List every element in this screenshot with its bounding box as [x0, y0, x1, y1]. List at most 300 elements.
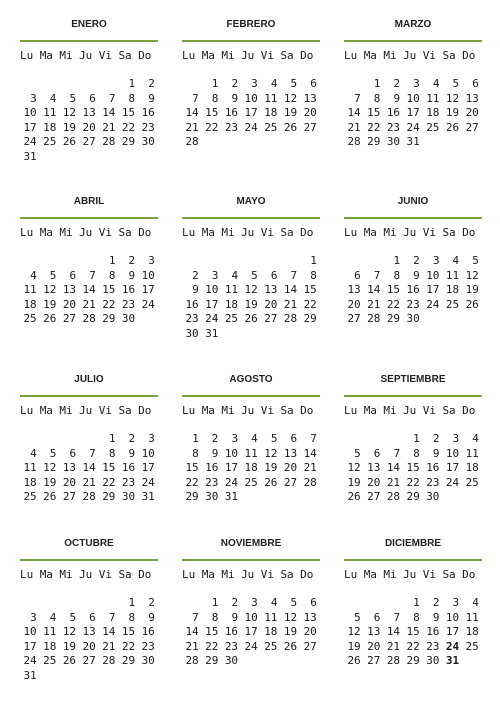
empty-day-cell — [364, 254, 384, 269]
day-cell: 16 — [386, 106, 401, 120]
day-cell: 15 — [303, 283, 317, 297]
month-block — [344, 195, 482, 327]
month-title: DICIEMBRE — [384, 538, 442, 549]
month-title: AGOSTO — [229, 374, 273, 385]
day-cell: 9 — [413, 268, 420, 282]
day-cell: 13 — [303, 91, 317, 105]
day-cell: 1 — [310, 254, 317, 267]
day-cell: 25 — [465, 639, 479, 653]
weekday-label: Ma — [363, 404, 377, 417]
month-title: ABRIL — [73, 196, 105, 207]
day-grid — [182, 432, 320, 505]
day-cell: 31 — [445, 654, 460, 668]
day-cell: 10 — [426, 268, 440, 282]
day-cell: 28 — [386, 490, 401, 504]
weekday-label: Ju — [403, 226, 417, 239]
day-cell: 24 — [141, 297, 155, 311]
weekday-header — [20, 403, 158, 419]
day-cell: 8 — [108, 268, 116, 282]
day-cell: 19 — [62, 639, 77, 653]
day-cell: 5 — [290, 77, 298, 90]
day-cell: 27 — [367, 490, 381, 504]
empty-day-cell — [79, 77, 99, 92]
day-cell: 5 — [452, 77, 460, 90]
day-cell: 16 — [224, 106, 239, 120]
day-cell: 3 — [148, 432, 155, 445]
day-cell: 14 — [367, 283, 381, 297]
day-cell: 23 — [386, 120, 401, 134]
weekday-label: Sa — [442, 226, 456, 239]
day-cell: 25 — [23, 490, 37, 504]
day-cell: 26 — [62, 135, 77, 149]
weekday-label: Vi — [98, 404, 112, 417]
day-cell: 24 — [445, 639, 460, 653]
empty-day-cell — [182, 254, 202, 269]
day-cell: 24 — [23, 654, 37, 668]
empty-day-cell — [79, 432, 99, 447]
day-cell: 3 — [251, 77, 258, 90]
day-cell: 24 — [205, 312, 219, 326]
day-cell: 1 — [128, 596, 136, 609]
day-cell: 12 — [62, 106, 77, 120]
empty-day-cell — [182, 596, 202, 611]
day-cell: 11 — [43, 625, 57, 639]
day-cell: 5 — [251, 268, 258, 282]
month-block — [20, 373, 158, 505]
day-cell: 20 — [303, 106, 317, 120]
weekday-label: Mi — [59, 226, 73, 239]
day-cell: 24 — [445, 475, 460, 489]
empty-day-cell — [280, 254, 300, 269]
day-cell: 15 — [406, 461, 420, 475]
day-cell: 6 — [373, 446, 381, 460]
month-divider — [182, 395, 320, 397]
weekday-label: Lu — [20, 404, 34, 417]
empty-day-cell — [344, 596, 364, 611]
month-block — [344, 373, 482, 505]
month-divider — [344, 40, 482, 42]
day-cell: 31 — [205, 326, 219, 340]
day-cell: 10 — [141, 446, 155, 460]
day-cell: 4 — [270, 596, 278, 609]
day-cell: 8 — [128, 91, 136, 105]
weekday-label: Ju — [241, 568, 255, 581]
day-cell: 4 — [270, 77, 278, 90]
day-cell: 17 — [445, 461, 460, 475]
day-cell: 5 — [49, 446, 57, 460]
day-cell: 14 — [82, 461, 96, 475]
weekday-label: Ju — [79, 568, 93, 581]
day-cell: 22 — [121, 639, 136, 653]
day-cell: 19 — [465, 283, 479, 297]
weekday-label: Vi — [422, 226, 436, 239]
day-cell: 31 — [23, 668, 37, 682]
day-cell: 11 — [445, 268, 460, 282]
day-cell: 17 — [244, 106, 258, 120]
day-cell: 19 — [283, 106, 298, 120]
month-block — [182, 537, 320, 669]
day-cell: 12 — [43, 283, 57, 297]
day-cell: 13 — [367, 625, 381, 639]
day-cell: 4 — [49, 610, 57, 624]
day-cell: 15 — [102, 283, 116, 297]
empty-day-cell — [40, 432, 60, 447]
day-cell: 4 — [231, 268, 239, 282]
day-cell: 1 — [211, 77, 219, 90]
day-cell: 5 — [270, 432, 278, 445]
day-cell: 20 — [303, 625, 317, 639]
month-divider — [344, 559, 482, 561]
day-cell: 2 — [393, 77, 401, 90]
day-cell: 2 — [432, 596, 440, 609]
day-cell: 9 — [432, 446, 440, 460]
weekday-label: Mi — [221, 49, 235, 62]
day-cell: 22 — [205, 639, 219, 653]
empty-day-cell — [344, 77, 364, 92]
weekday-label: Vi — [260, 49, 274, 62]
day-cell: 10 — [23, 625, 37, 639]
day-cell: 7 — [310, 432, 317, 445]
day-cell: 10 — [406, 91, 420, 105]
weekday-label: Ju — [241, 404, 255, 417]
day-cell: 13 — [82, 106, 96, 120]
day-cell: 30 — [426, 490, 440, 504]
weekday-label: Ma — [39, 49, 53, 62]
day-cell: 4 — [251, 432, 258, 445]
month-divider — [182, 40, 320, 42]
empty-day-cell — [20, 254, 40, 269]
day-cell: 21 — [185, 639, 199, 653]
weekday-label: Lu — [20, 226, 34, 239]
day-cell: 4 — [30, 268, 37, 282]
day-cell: 14 — [386, 461, 401, 475]
day-cell: 3 — [413, 77, 420, 90]
day-cell: 13 — [62, 283, 77, 297]
day-cell: 28 — [185, 135, 199, 149]
day-cell: 9 — [192, 283, 199, 297]
day-cell: 28 — [102, 135, 116, 149]
day-cell: 28 — [386, 654, 401, 668]
day-cell: 11 — [465, 446, 479, 460]
day-cell: 9 — [128, 268, 136, 282]
day-cell: 14 — [283, 283, 298, 297]
day-cell: 6 — [270, 268, 278, 282]
day-cell: 27 — [347, 312, 361, 326]
empty-day-cell — [182, 77, 202, 92]
day-cell: 1 — [128, 77, 136, 90]
day-cell: 19 — [62, 120, 77, 134]
day-cell: 22 — [406, 639, 420, 653]
month-divider — [344, 395, 482, 397]
empty-day-cell — [364, 432, 384, 447]
day-cell: 22 — [185, 475, 199, 489]
day-cell: 8 — [393, 268, 401, 282]
day-cell: 18 — [244, 461, 258, 475]
day-cell: 30 — [406, 312, 420, 326]
weekday-label: Ma — [201, 226, 215, 239]
day-cell: 2 — [128, 432, 136, 445]
day-cell: 9 — [148, 610, 155, 624]
weekday-label: Vi — [98, 568, 112, 581]
empty-day-cell — [40, 254, 60, 269]
day-cell: 19 — [347, 475, 361, 489]
weekday-label: Do — [462, 49, 476, 62]
weekday-label: Ma — [39, 226, 53, 239]
day-cell: 23 — [426, 639, 440, 653]
day-cell: 15 — [121, 106, 136, 120]
weekday-label: Lu — [344, 404, 358, 417]
day-cell: 14 — [185, 625, 199, 639]
weekday-label: Lu — [20, 568, 34, 581]
day-cell: 2 — [192, 268, 199, 282]
day-cell: 4 — [432, 77, 440, 90]
day-cell: 1 — [108, 432, 116, 445]
day-cell: 4 — [49, 91, 57, 105]
day-cell: 17 — [141, 283, 155, 297]
weekday-label: Sa — [442, 568, 456, 581]
day-cell: 25 — [244, 475, 258, 489]
weekday-label: Mi — [383, 568, 397, 581]
day-cell: 1 — [192, 432, 199, 445]
weekday-label: Vi — [260, 226, 274, 239]
day-cell: 7 — [108, 91, 116, 105]
weekday-header — [20, 225, 158, 241]
weekday-label: Mi — [221, 226, 235, 239]
weekday-label: Ma — [39, 568, 53, 581]
day-cell: 29 — [121, 135, 136, 149]
day-cell: 7 — [393, 446, 401, 460]
day-cell: 13 — [82, 625, 96, 639]
day-cell: 26 — [347, 490, 361, 504]
weekday-label: Mi — [221, 404, 235, 417]
day-cell: 30 — [386, 135, 401, 149]
empty-day-cell — [59, 77, 79, 92]
weekday-label: Sa — [280, 49, 294, 62]
day-grid — [182, 77, 320, 150]
weekday-label: Sa — [280, 568, 294, 581]
weekday-label: Ju — [79, 49, 93, 62]
day-cell: 15 — [185, 461, 199, 475]
day-cell: 12 — [283, 610, 298, 624]
day-cell: 23 — [121, 475, 136, 489]
empty-day-cell — [261, 254, 281, 269]
day-cell: 23 — [141, 120, 155, 134]
day-cell: 11 — [264, 91, 278, 105]
day-cell: 22 — [386, 297, 401, 311]
day-grid — [344, 254, 482, 327]
day-cell: 2 — [128, 254, 136, 267]
day-cell: 12 — [264, 446, 278, 460]
day-cell: 17 — [244, 625, 258, 639]
day-cell: 27 — [465, 120, 479, 134]
weekday-label: Lu — [344, 568, 358, 581]
day-cell: 1 — [373, 77, 381, 90]
day-cell: 3 — [452, 432, 460, 445]
weekday-label: Ju — [241, 49, 255, 62]
day-cell: 26 — [465, 297, 479, 311]
empty-day-cell — [383, 432, 403, 447]
month-divider — [20, 395, 158, 397]
day-cell: 6 — [354, 268, 361, 282]
day-cell: 4 — [472, 432, 479, 445]
month-title: ENERO — [71, 19, 107, 30]
day-cell: 22 — [121, 120, 136, 134]
day-cell: 27 — [367, 654, 381, 668]
day-cell: 2 — [211, 432, 219, 445]
month-divider — [20, 559, 158, 561]
day-cell: 12 — [465, 268, 479, 282]
day-cell: 16 — [406, 283, 420, 297]
day-cell: 14 — [82, 283, 96, 297]
day-cell: 20 — [82, 639, 96, 653]
weekday-label: Sa — [118, 49, 132, 62]
day-cell: 5 — [49, 268, 57, 282]
day-grid — [344, 77, 482, 150]
day-cell: 27 — [283, 475, 298, 489]
day-cell: 22 — [102, 475, 116, 489]
month-title: JUNIO — [397, 196, 429, 207]
day-cell: 9 — [432, 610, 440, 624]
day-cell: 10 — [23, 106, 37, 120]
day-cell: 24 — [244, 639, 258, 653]
day-cell: 18 — [465, 625, 479, 639]
empty-day-cell — [99, 596, 119, 611]
weekday-header — [344, 567, 482, 583]
day-cell: 6 — [373, 610, 381, 624]
empty-day-cell — [383, 596, 403, 611]
weekday-label: Ju — [403, 49, 417, 62]
day-cell: 2 — [148, 77, 155, 90]
day-cell: 5 — [290, 596, 298, 609]
day-cell: 30 — [121, 312, 136, 326]
day-cell: 6 — [69, 446, 77, 460]
day-cell: 20 — [62, 475, 77, 489]
day-cell: 27 — [82, 654, 96, 668]
day-cell: 29 — [185, 490, 199, 504]
day-cell: 28 — [283, 312, 298, 326]
day-cell: 26 — [244, 312, 258, 326]
day-cell: 29 — [102, 312, 116, 326]
day-cell: 14 — [102, 625, 116, 639]
day-cell: 12 — [347, 625, 361, 639]
day-cell: 9 — [231, 610, 239, 624]
weekday-label: Ma — [363, 49, 377, 62]
day-cell: 28 — [82, 490, 96, 504]
day-cell: 5 — [472, 254, 479, 267]
empty-day-cell — [59, 596, 79, 611]
day-cell: 11 — [224, 283, 239, 297]
weekday-label: Ma — [39, 404, 53, 417]
day-cell: 6 — [89, 610, 96, 624]
day-cell: 26 — [445, 120, 460, 134]
day-cell: 28 — [347, 135, 361, 149]
empty-day-cell — [20, 432, 40, 447]
day-cell: 12 — [347, 461, 361, 475]
day-cell: 17 — [406, 106, 420, 120]
day-cell: 28 — [82, 312, 96, 326]
day-cell: 26 — [283, 639, 298, 653]
weekday-header — [182, 567, 320, 583]
weekday-label: Vi — [260, 404, 274, 417]
weekday-label: Ma — [201, 568, 215, 581]
day-cell: 15 — [406, 625, 420, 639]
weekday-label: Lu — [182, 404, 196, 417]
day-cell: 16 — [121, 461, 136, 475]
empty-day-cell — [241, 254, 261, 269]
day-cell: 1 — [413, 596, 420, 609]
month-block — [182, 18, 320, 150]
day-cell: 24 — [406, 120, 420, 134]
day-cell: 28 — [367, 312, 381, 326]
day-cell: 21 — [386, 639, 401, 653]
month-block — [20, 18, 158, 165]
day-grid — [20, 77, 158, 165]
day-cell: 7 — [192, 610, 199, 624]
month-divider — [20, 217, 158, 219]
day-grid — [20, 254, 158, 327]
weekday-label: Ju — [403, 404, 417, 417]
day-cell: 10 — [141, 268, 155, 282]
day-cell: 8 — [211, 91, 219, 105]
weekday-label: Ma — [201, 49, 215, 62]
day-grid — [20, 432, 158, 505]
day-cell: 23 — [406, 297, 420, 311]
day-cell: 7 — [373, 268, 381, 282]
day-cell: 25 — [43, 654, 57, 668]
day-cell: 29 — [406, 654, 420, 668]
day-cell: 20 — [82, 120, 96, 134]
weekday-label: Vi — [422, 404, 436, 417]
empty-day-cell — [221, 254, 241, 269]
day-cell: 2 — [148, 596, 155, 609]
day-cell: 20 — [264, 297, 278, 311]
day-cell: 15 — [205, 106, 219, 120]
weekday-label: Mi — [383, 226, 397, 239]
day-cell: 15 — [121, 625, 136, 639]
day-cell: 29 — [121, 654, 136, 668]
weekday-label: Vi — [422, 568, 436, 581]
day-cell: 1 — [108, 254, 116, 267]
weekday-header — [344, 48, 482, 64]
weekday-header — [182, 48, 320, 64]
day-cell: 7 — [192, 91, 199, 105]
weekday-label: Do — [138, 49, 152, 62]
day-cell: 16 — [141, 625, 155, 639]
day-cell: 9 — [128, 446, 136, 460]
day-cell: 21 — [347, 120, 361, 134]
weekday-label: Do — [462, 226, 476, 239]
weekday-label: Do — [138, 226, 152, 239]
day-cell: 13 — [303, 610, 317, 624]
day-cell: 20 — [283, 461, 298, 475]
day-cell: 10 — [244, 91, 258, 105]
month-title: JULIO — [74, 374, 104, 385]
weekday-label: Do — [462, 568, 476, 581]
day-cell: 17 — [445, 625, 460, 639]
day-cell: 15 — [367, 106, 381, 120]
day-cell: 11 — [465, 610, 479, 624]
day-cell: 8 — [413, 446, 420, 460]
weekday-label: Lu — [344, 226, 358, 239]
weekday-header — [344, 403, 482, 419]
weekday-label: Mi — [383, 404, 397, 417]
weekday-header — [20, 567, 158, 583]
day-cell: 7 — [89, 268, 96, 282]
day-cell: 23 — [185, 312, 199, 326]
weekday-label: Ju — [79, 404, 93, 417]
day-cell: 25 — [426, 120, 440, 134]
day-cell: 29 — [102, 490, 116, 504]
